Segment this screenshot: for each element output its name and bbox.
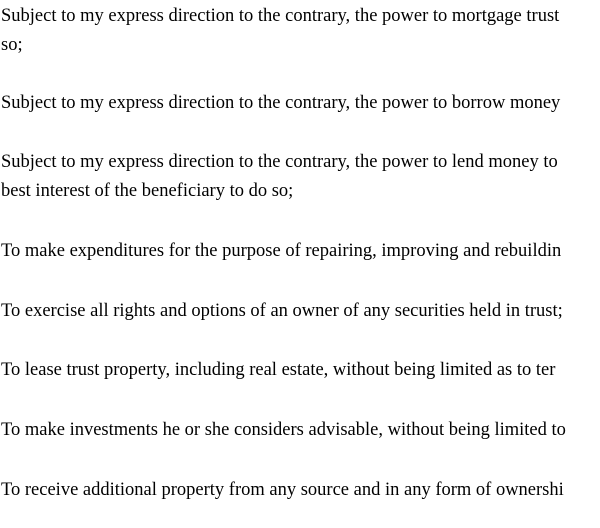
paragraph-line: best interest of the beneficiary to do so; — [1, 181, 294, 201]
paragraph-borrow-power — [1, 89, 560, 118]
paragraph-line: Subject to my express direction to the contrary, the power to borrow money — [1, 93, 561, 113]
paragraph-receive-property — [1, 476, 564, 505]
paragraph-expenditures — [1, 237, 561, 266]
paragraph-lease-property — [1, 356, 555, 385]
paragraph-line: To lease trust property, including real estate, without being limited as to ter — [1, 360, 556, 380]
paragraph-mortgage-power — [1, 2, 559, 60]
paragraph-line: so; — [1, 35, 23, 55]
paragraph-line: To make expenditures for the purpose of repairing, improving and rebuildin — [1, 241, 562, 261]
paragraph-lend-power — [1, 148, 558, 206]
paragraph-investments — [1, 416, 566, 445]
paragraph-line: To exercise all rights and options of an owner of any securities held in trust; — [1, 301, 563, 321]
paragraph-line: Subject to my express direction to the contrary, the power to lend money to — [1, 152, 558, 172]
paragraph-line: To make investments he or she considers advisable, without being limited to — [1, 420, 566, 440]
paragraph-securities-rights — [1, 297, 563, 326]
paragraph-line: To receive additional property from any source and in any form of ownershi — [1, 480, 564, 500]
paragraph-line: Subject to my express direction to the contrary, the power to mortgage trust — [1, 6, 560, 26]
